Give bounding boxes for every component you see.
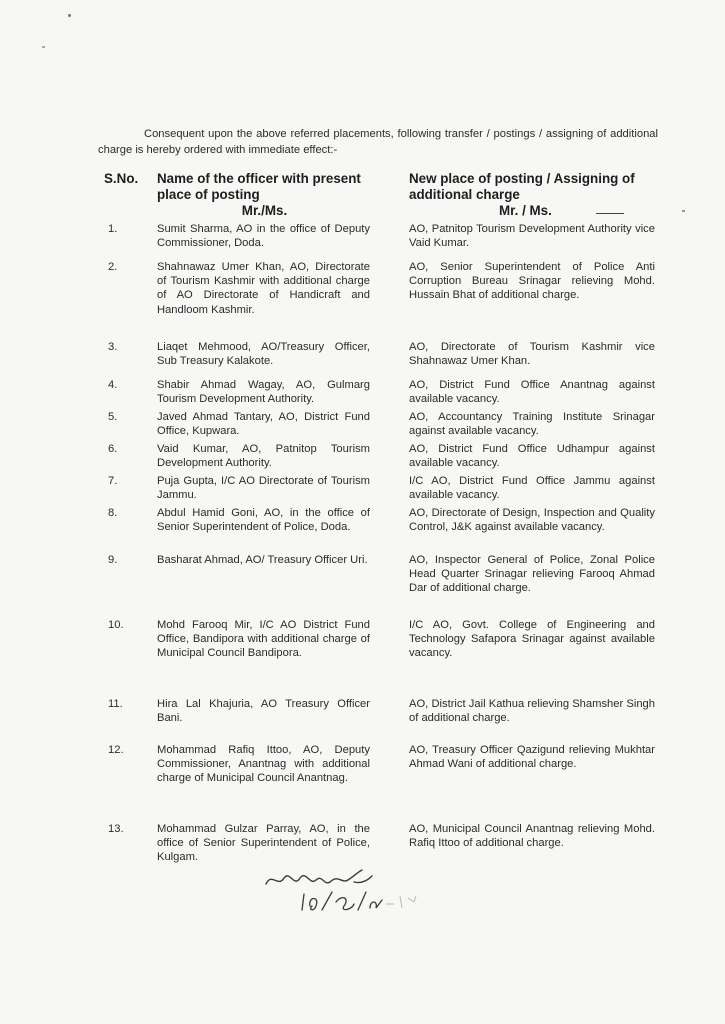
row-officer-name: Puja Gupta, I/C AO Directorate of Tourism Jammu. bbox=[157, 475, 370, 502]
row-officer-name: Mohammad Gulzar Parray, AO, in the office of Senior Superintendent of Police, Kulgam. bbox=[157, 823, 370, 864]
handwritten-signature bbox=[258, 866, 458, 922]
row-new-posting: AO, District Jail Kathua relieving Shamsher Singh of additional charge. bbox=[409, 698, 655, 725]
row-new-posting: AO, Patnitop Tourism Development Authority vice Vaid Kumar. bbox=[409, 223, 655, 250]
row-new-posting: AO, Directorate of Tourism Kashmir vice Shahnawaz Umer Khan. bbox=[409, 341, 655, 368]
row-officer-name: Sumit Sharma, AO in the office of Deputy Commissioner, Doda. bbox=[157, 223, 370, 250]
header-dash bbox=[596, 213, 624, 214]
header-new-posting-title: New place of posting / Assigning of additional charge bbox=[409, 171, 635, 202]
header-officer-name-title: Name of the officer with present place of posting bbox=[157, 171, 361, 202]
row-officer-name: Liaqet Mehmood, AO/Treasury Officer, Sub Treasury Kalakote. bbox=[157, 341, 370, 368]
scan-speck bbox=[682, 210, 685, 212]
row-officer-name: Shahnawaz Umer Khan, AO, Directorate of Tourism Kashmir with additional charge of AO Directorate of Handicraft and Handloom Kashmir. bbox=[157, 261, 370, 316]
row-serial-number: 4. bbox=[108, 379, 118, 391]
row-officer-name: Mohd Farooq Mir, I/C AO District Fund Office, Bandipora with additional charge of Municipal Council Bandipora. bbox=[157, 619, 370, 660]
header-officer-name-sub: Mr./Ms. bbox=[241, 203, 288, 218]
row-officer-name: Vaid Kumar, AO, Patnitop Tourism Development Authority. bbox=[157, 443, 370, 470]
row-serial-number: 11. bbox=[108, 698, 123, 710]
header-new-posting bbox=[409, 171, 659, 219]
row-serial-number: 1. bbox=[108, 223, 118, 235]
row-officer-name: Shabir Ahmad Wagay, AO, Gulmarg Tourism Development Authority. bbox=[157, 379, 370, 406]
scan-speck bbox=[42, 46, 45, 48]
row-new-posting: AO, District Fund Office Anantnag against available vacancy. bbox=[409, 379, 655, 406]
row-officer-name: Mohammad Rafiq Ittoo, AO, Deputy Commissioner, Anantnag with additional charge of Municipal Council Anantnag. bbox=[157, 744, 370, 785]
scan-speck bbox=[68, 14, 71, 17]
row-officer-name: Hira Lal Khajuria, AO Treasury Officer Bani. bbox=[157, 698, 370, 725]
row-serial-number: 8. bbox=[108, 507, 118, 519]
header-new-posting-sub: Mr. / Ms. bbox=[499, 203, 552, 218]
row-serial-number: 3. bbox=[108, 341, 118, 353]
row-serial-number: 7. bbox=[108, 475, 118, 487]
row-officer-name: Javed Ahmad Tantary, AO, District Fund Office, Kupwara. bbox=[157, 411, 370, 438]
row-serial-number: 2. bbox=[108, 261, 118, 273]
header-officer-name bbox=[157, 171, 372, 219]
row-serial-number: 6. bbox=[108, 443, 118, 455]
row-new-posting: I/C AO, District Fund Office Jammu against available vacancy. bbox=[409, 475, 655, 502]
row-serial-number: 9. bbox=[108, 554, 118, 566]
row-serial-number: 13. bbox=[108, 823, 124, 835]
row-new-posting: AO, Inspector General of Police, Zonal Police Head Quarter Srinagar relieving Farooq Ahmad Dar of additional charge. bbox=[409, 554, 655, 595]
row-new-posting: AO, Municipal Council Anantnag relieving Mohd. Rafiq Ittoo of additional charge. bbox=[409, 823, 655, 850]
row-new-posting: AO, Directorate of Design, Inspection and Quality Control, J&K against available vacancy. bbox=[409, 507, 655, 534]
row-officer-name: Basharat Ahmad, AO/ Treasury Officer Uri. bbox=[157, 554, 368, 566]
row-new-posting: I/C AO, Govt. College of Engineering and Technology Safapora Srinagar against available vacancy. bbox=[409, 619, 655, 660]
row-new-posting: AO, District Fund Office Udhampur against available vacancy. bbox=[409, 443, 655, 470]
row-serial-number: 12. bbox=[108, 744, 124, 756]
row-new-posting: AO, Treasury Officer Qazigund relieving Mukhtar Ahmad Wani of additional charge. bbox=[409, 744, 655, 771]
row-officer-name: Abdul Hamid Goni, AO, in the office of Senior Superintendent of Police, Doda. bbox=[157, 507, 370, 534]
header-sno: S.No. bbox=[104, 171, 139, 186]
row-new-posting: AO, Accountancy Training Institute Srinagar against available vacancy. bbox=[409, 411, 655, 438]
row-new-posting: AO, Senior Superintendent of Police Anti Corruption Bureau Srinagar relieving Mohd. Hussain Bhat of additional charge. bbox=[409, 261, 655, 302]
intro-paragraph: Consequent upon the above referred placements, following transfer / postings / assigning of additional charge is hereby ordered with immediate effect:- bbox=[98, 128, 658, 156]
row-serial-number: 10. bbox=[108, 619, 124, 631]
row-serial-number: 5. bbox=[108, 411, 118, 423]
